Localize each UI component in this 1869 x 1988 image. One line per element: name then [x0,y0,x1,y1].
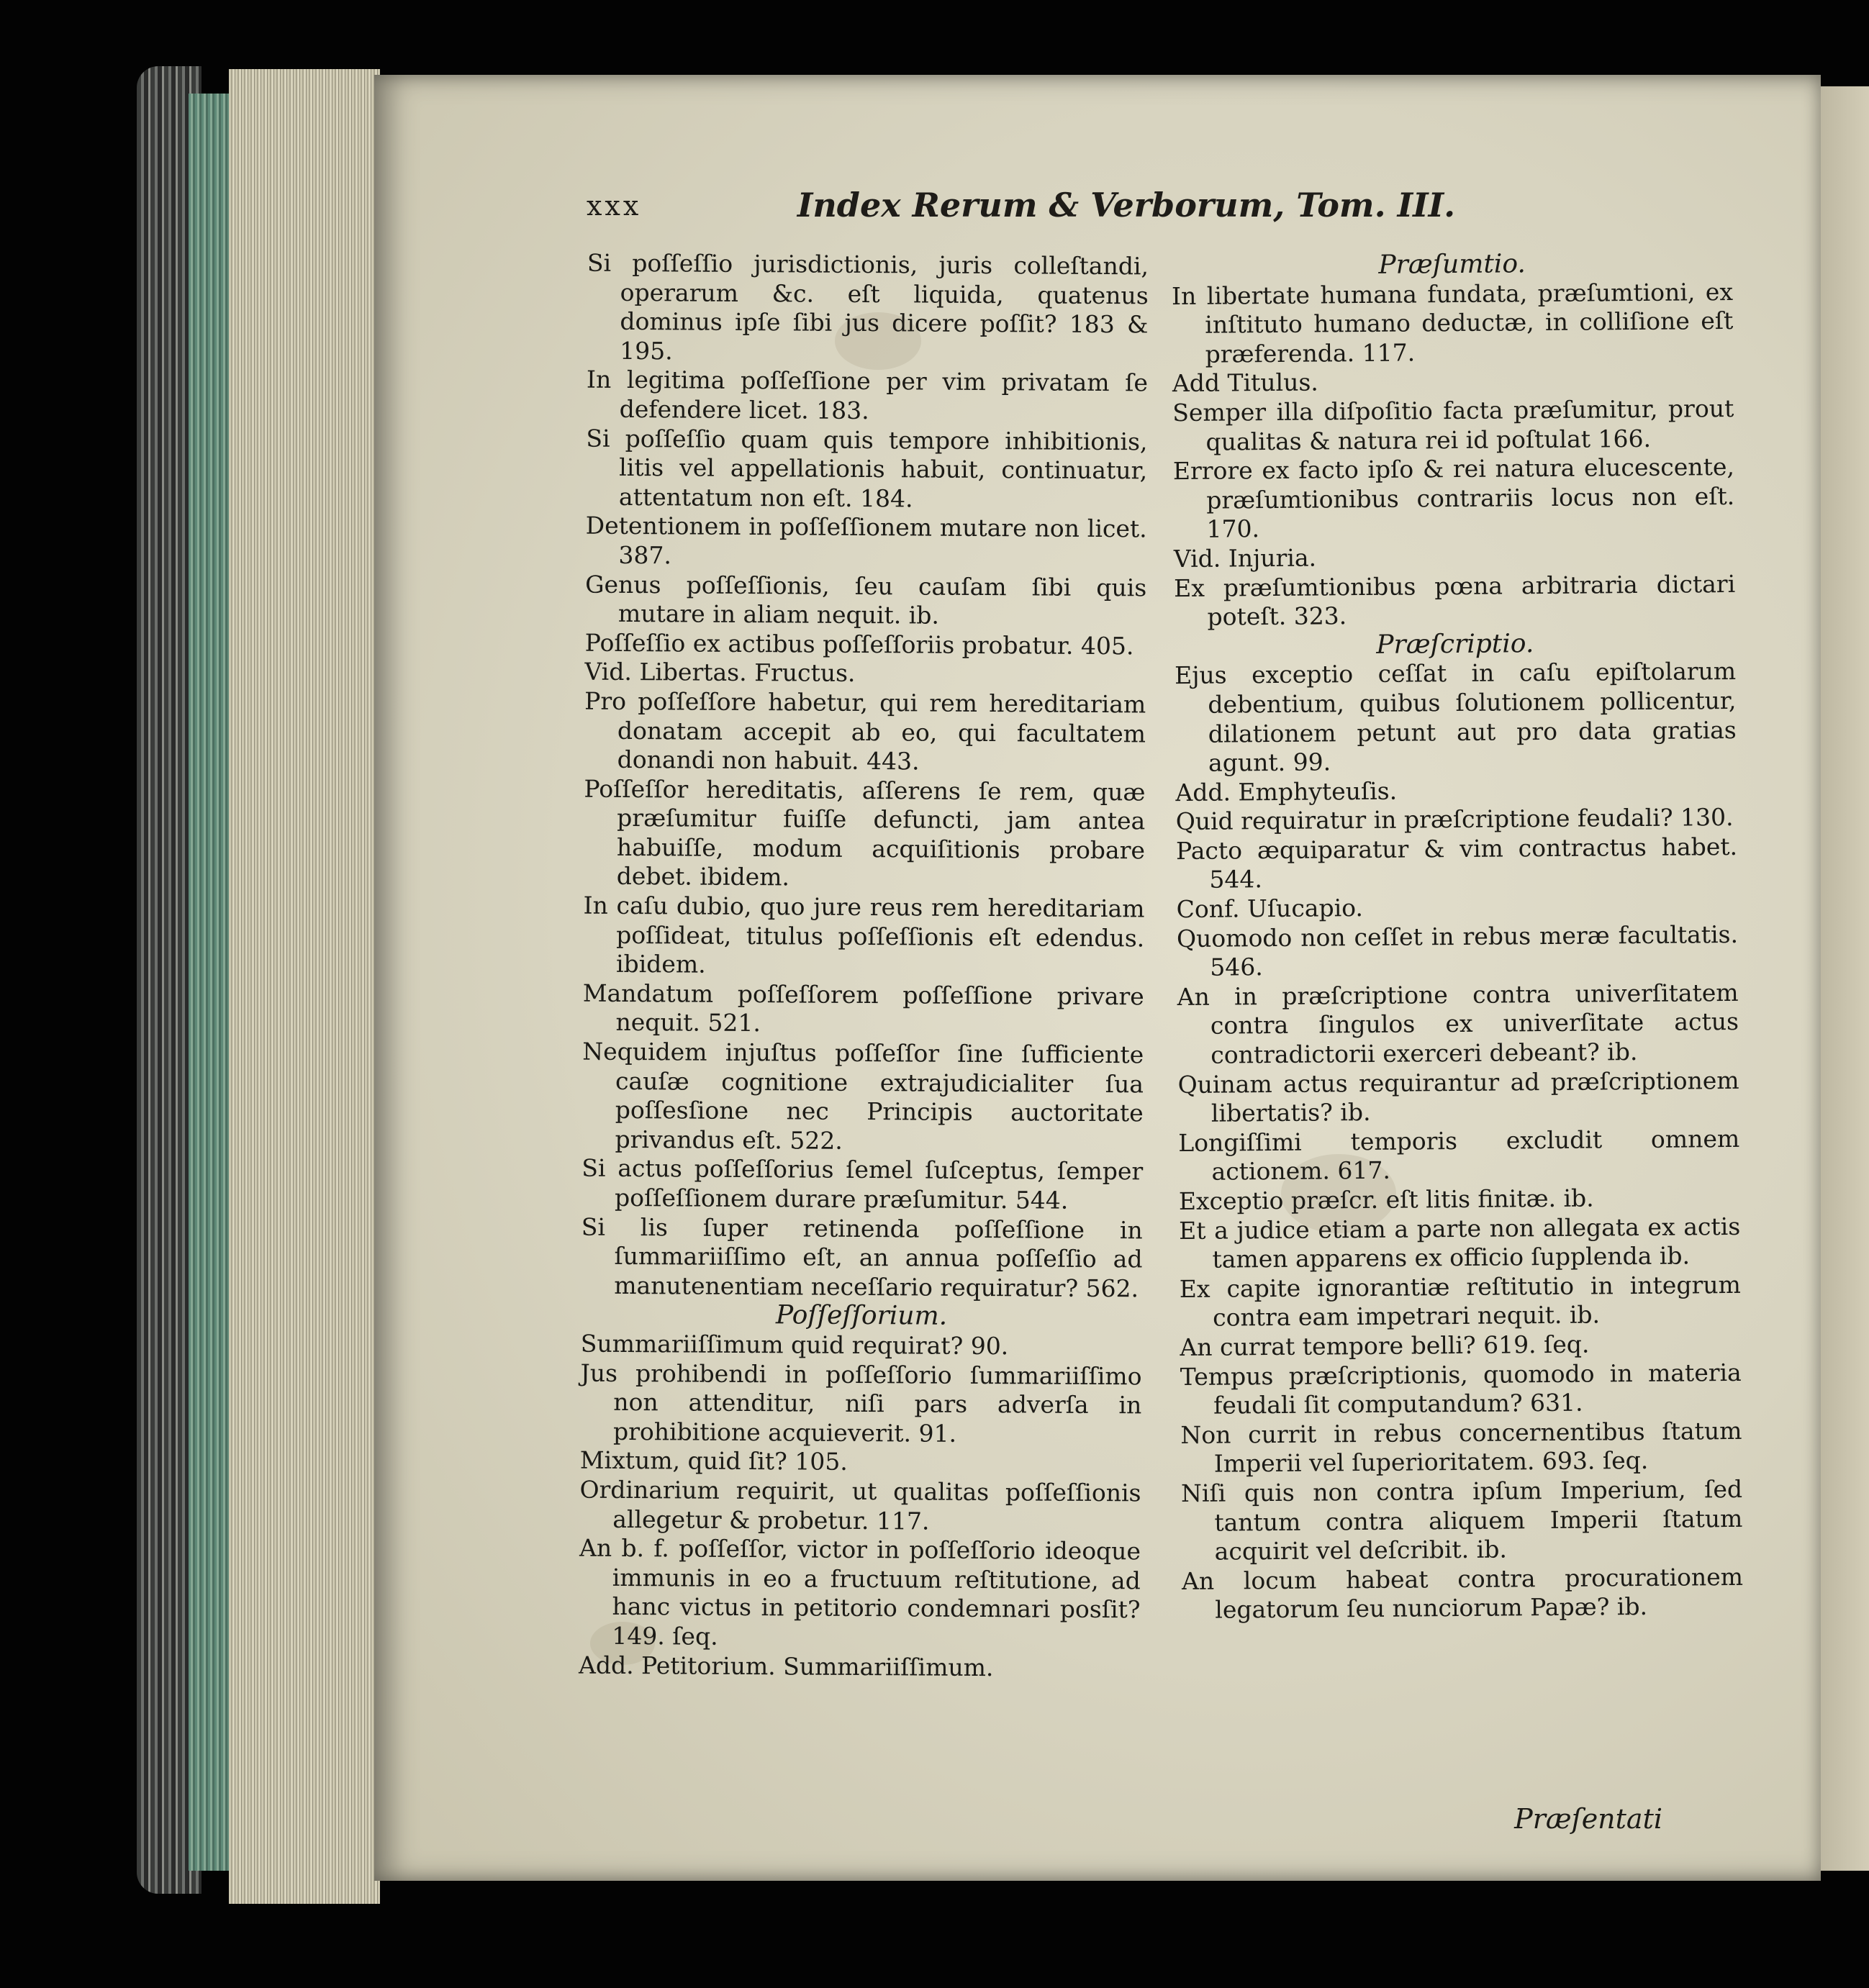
index-entry: Quid requiratur in præſcriptione feudali? 130. [1175,803,1734,836]
index-entry: Detentionem in poſſeſſionem mutare non licet. 387. [585,511,1147,570]
running-title: Index Rerum & Verborum, Tom. III. [797,186,1456,224]
index-entry: Pacto æquiparatur & vim contractus habet. 544. [1175,832,1738,894]
index-entry: Mandatum poſſeſſorem poſſeſſione privare nequit. 521. [582,979,1144,1038]
index-entry: Non currit in rebus concernentibus ſtatum Imperii vel ſuperioritatem. 693. ſeq. [1180,1416,1742,1479]
index-entry: An in præſcriptione contra univerſitatem contra ſingulos ex univerſitate actus contradictorii exerceri debeant? ib. [1177,978,1739,1069]
index-heading: Poſſeſſorium. [775,1300,948,1332]
index-entry: Poſſeſſio ex actibus poſſeſſoriis probatur. 405. [584,628,1134,661]
index-entry: Ex capite ignorantiæ reſtitutio in integrum contra eam impetrari nequit. ib. [1179,1270,1741,1333]
index-entry: Genus poſſeſſionis, ſeu cauſam ſibi quis mutare in aliam nequit. ib. [585,570,1147,630]
index-entry: Vid. Libertas. Fructus. [584,657,856,688]
index-entry: Exceptio præſcr. eſt litis finitæ. ib. [1178,1184,1594,1216]
index-entry: Ordinarium requirit, ut qualitas poſſeſſionis allegetur & probetur. 117. [579,1475,1141,1535]
index-entry: Quinam actus requirantur ad præſcriptionem libertatis? ib. [1177,1066,1739,1127]
index-entry: Add Titulus. [1172,368,1318,398]
index-entry: Mixtum, quid ſit? 105. [579,1445,848,1476]
index-entry: Add. Emphyteuſis. [1175,776,1398,807]
index-entry: Si lis ſuper retinenda poſſeſſione in ſummariiſſimo eſt, an annua poſſeſſio ad manutenentiam neceſſario requiratur? 562. [581,1212,1143,1303]
index-heading: Præſcriptio. [1376,628,1534,660]
index-entry: An b. f. poſſeſſor, victor in poſſeſſorio ideoque immunis in eo a fructuum reſtitutione, ad hanc victus in petitorio condemnari posſit? 149. ſeq. [579,1533,1141,1651]
index-entry: In legitima poſſeſſione per vim privatam ſe defendere licet. 183. [586,366,1149,425]
index-entry: An locum habeat contra procurationem legatorum ſeu nunciorum Papæ? ib. [1181,1562,1744,1624]
index-entry: Si poſſeſſio quam quis tempore inhibitionis, litis vel appellationis habuit, continuatur, attentatum non eſt. 184. [586,424,1148,513]
index-entry: In libertate humana fundata, præſumtioni, ex inſtituto humano deductæ, in colliſione eſt præferenda. 117. [1171,277,1734,368]
index-entry: Nequidem injuſtus poſſeſſor ſine ſufficiente cauſæ cognitione extrajudicialiter ſua poſſesſione nec Principis auctoritate privandus eſt. 522. [582,1037,1144,1155]
page-header [587,186,1666,240]
index-entry: Longiſſimi temporis excludit omnem actionem. 617. [1178,1124,1740,1186]
index-entry: Tempus præſcriptionis, quomodo in materia feudali ſit computandum? 631. [1180,1358,1742,1420]
index-entry: Add. Petitorium. Summariiſſimum. [578,1651,994,1681]
index-entry: Si poſſeſſio jurisdictionis, juris colleſtandi, operarum &c. eſt liquida, quatenus dominus ipſe ſibi jus dicere poſſit? 183 & 195. [587,248,1149,366]
index-entry: Si actus poſſeſſorius ſemel ſuſceptus, ſemper poſſeſſionem durare præſumitur. 544. [581,1154,1144,1215]
index-entry: Errore ex facto ipſo & rei natura elucescente, præſumtionibus contrariis locus non eſt. 170. [1172,453,1735,544]
index-entry: Ejus exceptio ceſſat in caſu epiſtolarum debentium, quibus ſolutionem pollicentur, dilationem petunt aut pro data gratias agunt. 99. [1174,657,1737,777]
page-edge-gilding [189,94,232,1871]
index-entry: Ex præſumtionibus pœna arbitraria dictari poteſt. 323. [1174,569,1736,631]
index-heading: Præſumtio. [1378,249,1526,280]
index-entry: In caſu dubio, quo jure reus rem hereditariam poſſideat, titulus poſſeſſionis eſt edendus. ibidem. [583,891,1145,979]
index-entry: Poſſeſſor hereditatis, aſſerens ſe rem, quæ præſumitur fuiſſe defuncti, jam antea habuiſſe, modum acquiſitionis probare debet. ibidem. [584,774,1146,891]
index-entry: An currat tempore belli? 619. ſeq. [1180,1330,1590,1362]
index-column-right [1172,248,1744,1625]
book-page [374,75,1821,1881]
index-entry: Semper illa diſpoſitio facta præſumitur, prout qualitas & natura rei id poſtulat 166. [1172,394,1734,456]
index-entry: Jus prohibendi in poſſeſſorio ſummariiſſimo non attenditur, niſi pars adverſa in prohibitione acquieverit. 91. [580,1358,1142,1448]
index-column-left [579,249,1149,1684]
index-entry: Quomodo non ceſſet in rebus meræ facultatis. 546. [1176,920,1739,981]
index-entry: Vid. Injuria. [1173,543,1317,573]
index-entry: Pro poſſeſſore habetur, qui rem hereditariam donatam accepit ab eo, qui facultatem donandi non habuit. 443. [584,686,1146,776]
facing-page-edge [1817,86,1869,1871]
folio-number: xxx [587,190,642,222]
catchword: Præſentati [1514,1803,1662,1835]
index-entry: Conf. Uſucapio. [1176,894,1364,924]
page-stack [229,69,380,1904]
index-entry: Niſi quis non contra ipſum Imperium, ſed tantum contra aliquem Imperii ſtatum acquirit vel deſcribit. ib. [1180,1474,1743,1566]
index-entry: Summariiſſimum quid requirat? 90. [580,1329,1009,1361]
index-entry: Et a judice etiam a parte non allegata ex actis tamen apparens ex officio ſupplenda ib. [1179,1212,1741,1274]
